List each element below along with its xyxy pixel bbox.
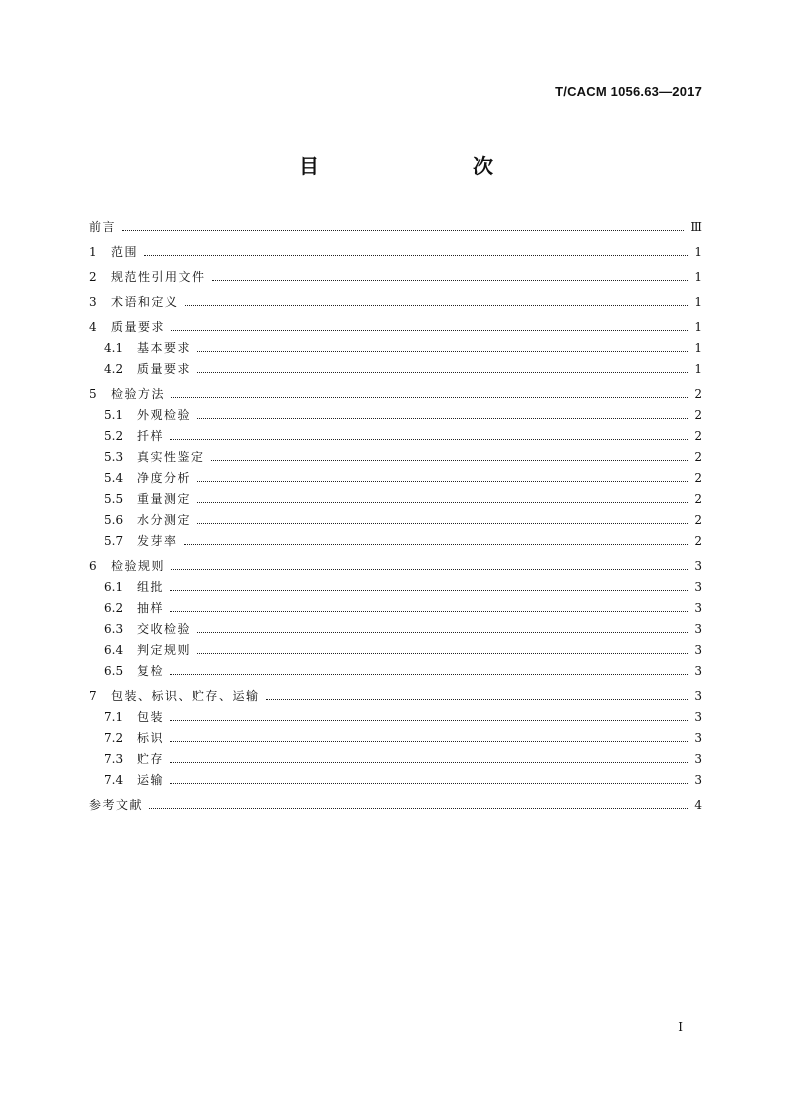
- toc-entry-number: 7: [89, 689, 97, 703]
- toc-entry-page: 2: [694, 534, 702, 548]
- toc-entry-label: 水分测定: [137, 513, 192, 527]
- toc-entry-number: 4.2: [104, 362, 124, 376]
- toc-leader-dots: [170, 720, 688, 721]
- toc-entry-s6[interactable]: [89, 552, 702, 573]
- toc-entry-number: 5.6: [104, 513, 124, 527]
- toc-entry-label: 组批: [137, 580, 165, 594]
- toc-leader-dots: [171, 397, 688, 398]
- toc-entry-label: 术语和定义: [111, 295, 179, 309]
- toc-entry-page: 3: [694, 601, 702, 615]
- toc-entry-page: 3: [694, 664, 702, 678]
- toc-entry-label: 复检: [137, 664, 165, 678]
- toc-entry-page: 1: [694, 295, 702, 309]
- toc-entry-page: 1: [694, 341, 702, 355]
- toc-entry-label: 参考文献: [89, 798, 144, 812]
- toc-entry-s5-3[interactable]: [89, 443, 702, 464]
- standard-code: T/CACM 1056.63—2017: [555, 84, 702, 99]
- toc-leader-dots: [170, 674, 688, 675]
- toc-entry-s7-1[interactable]: [89, 703, 702, 724]
- toc-entry-number: 5.2: [104, 429, 124, 443]
- table-of-contents: [89, 216, 702, 812]
- toc-leader-dots: [170, 762, 688, 763]
- toc-entry-label: 标识: [137, 731, 165, 745]
- toc-entry-page: 1: [694, 362, 702, 376]
- toc-entry-page: 3: [694, 559, 702, 573]
- toc-entry-label: 包装: [137, 710, 165, 724]
- toc-leader-dots: [212, 280, 689, 281]
- toc-entry-page: 2: [694, 429, 702, 443]
- toc-entry-label: 重量测定: [137, 492, 192, 506]
- toc-entry-s5-6[interactable]: [89, 506, 702, 527]
- toc-entry-page: 2: [694, 471, 702, 485]
- toc-entry-label: 基本要求: [137, 341, 192, 355]
- toc-entry-page: 2: [694, 513, 702, 527]
- toc-entry-s7-4[interactable]: [89, 766, 702, 787]
- toc-leader-dots: [197, 418, 688, 419]
- toc-entry-s6-3[interactable]: [89, 615, 702, 636]
- toc-entry-s7-3[interactable]: [89, 745, 702, 766]
- toc-entry-label: 贮存: [137, 752, 165, 766]
- toc-leader-dots: [185, 305, 689, 306]
- toc-leader-dots: [197, 481, 688, 482]
- toc-entry-s3[interactable]: [89, 288, 702, 309]
- toc-entry-page: Ⅲ: [690, 220, 702, 234]
- toc-entry-s6-2[interactable]: [89, 594, 702, 615]
- toc-entry-s4-2[interactable]: [89, 355, 702, 376]
- toc-entry-label: 规范性引用文件: [111, 270, 206, 284]
- page-number: Ⅰ: [678, 1020, 683, 1034]
- toc-entry-label: 包装、标识、贮存、运输: [111, 689, 260, 703]
- toc-entry-number: 1: [89, 245, 97, 259]
- toc-entry-page: 3: [694, 773, 702, 787]
- toc-entry-page: 4: [694, 798, 702, 812]
- toc-entry-label: 净度分析: [137, 471, 192, 485]
- toc-leader-dots: [149, 808, 688, 809]
- toc-entry-label: 质量要求: [137, 362, 192, 376]
- toc-entry-s6-4[interactable]: [89, 636, 702, 657]
- toc-entry-s4[interactable]: [89, 313, 702, 334]
- toc-entry-s5[interactable]: [89, 380, 702, 401]
- toc-entry-label: 运输: [137, 773, 165, 787]
- toc-leader-dots: [184, 544, 689, 545]
- toc-entry-label: 扦样: [137, 429, 165, 443]
- toc-entry-number: 6.2: [104, 601, 124, 615]
- toc-entry-s1[interactable]: [89, 238, 702, 259]
- toc-entry-label: 真实性鉴定: [137, 450, 205, 464]
- toc-entry-page: 1: [694, 270, 702, 284]
- toc-entry-page: 3: [694, 643, 702, 657]
- toc-entry-label: 发芽率: [137, 534, 178, 548]
- toc-entry-number: 5.3: [104, 450, 124, 464]
- toc-entry-number: 7.2: [104, 731, 124, 745]
- toc-entry-page: 3: [694, 622, 702, 636]
- toc-entry-label: 检验方法: [111, 387, 166, 401]
- toc-leader-dots: [197, 372, 688, 373]
- toc-leader-dots: [171, 330, 688, 331]
- toc-entry-number: 6.5: [104, 664, 124, 678]
- toc-entry-number: 7.1: [104, 710, 124, 724]
- toc-entry-s2[interactable]: [89, 263, 702, 284]
- toc-leader-dots: [197, 351, 688, 352]
- toc-entry-number: 5: [89, 387, 97, 401]
- toc-entry-label: 判定规则: [137, 643, 192, 657]
- toc-entry-preface[interactable]: [89, 216, 702, 234]
- toc-entry-page: 2: [694, 492, 702, 506]
- toc-leader-dots: [171, 569, 688, 570]
- toc-entry-number: 6.4: [104, 643, 124, 657]
- toc-leader-dots: [170, 783, 688, 784]
- toc-entry-number: 5.5: [104, 492, 124, 506]
- toc-leader-dots: [170, 590, 688, 591]
- toc-leader-dots: [197, 502, 688, 503]
- toc-entry-s4-1[interactable]: [89, 334, 702, 355]
- toc-entry-number: 4: [89, 320, 97, 334]
- toc-entry-page: 1: [694, 245, 702, 259]
- toc-entry-number: 7.3: [104, 752, 124, 766]
- toc-entry-number: 5.4: [104, 471, 124, 485]
- toc-entry-label: 范围: [111, 245, 139, 259]
- toc-entry-page: 3: [694, 580, 702, 594]
- toc-entry-number: 6: [89, 559, 97, 573]
- toc-entry-references[interactable]: [89, 791, 702, 812]
- toc-entry-s5-5[interactable]: [89, 485, 702, 506]
- toc-entry-page: 2: [694, 408, 702, 422]
- toc-leader-dots: [197, 653, 688, 654]
- toc-leader-dots: [144, 255, 688, 256]
- toc-entry-label: 抽样: [137, 601, 165, 615]
- toc-entry-s5-1[interactable]: [89, 401, 702, 422]
- toc-entry-number: 5.1: [104, 408, 124, 422]
- toc-leader-dots: [170, 611, 688, 612]
- toc-entry-number: 5.7: [104, 534, 124, 548]
- toc-entry-s7[interactable]: [89, 682, 702, 703]
- toc-entry-s5-2[interactable]: [89, 422, 702, 443]
- toc-entry-s5-7[interactable]: [89, 527, 702, 548]
- toc-entry-page: 3: [694, 752, 702, 766]
- toc-entry-number: 4.1: [104, 341, 124, 355]
- toc-entry-number: 6.3: [104, 622, 124, 636]
- toc-entry-s5-4[interactable]: [89, 464, 702, 485]
- toc-leader-dots: [211, 460, 689, 461]
- toc-entry-number: 7.4: [104, 773, 124, 787]
- toc-entry-label: 外观检验: [137, 408, 192, 422]
- toc-entry-number: 6.1: [104, 580, 124, 594]
- toc-entry-s7-2[interactable]: [89, 724, 702, 745]
- toc-entry-page: 2: [694, 450, 702, 464]
- toc-leader-dots: [170, 741, 688, 742]
- toc-entry-number: 3: [89, 295, 97, 309]
- toc-leader-dots: [122, 230, 684, 231]
- toc-leader-dots: [197, 632, 688, 633]
- toc-entry-page: 3: [694, 731, 702, 745]
- toc-entry-s6-1[interactable]: [89, 573, 702, 594]
- toc-entry-label: 检验规则: [111, 559, 166, 573]
- toc-entry-number: 2: [89, 270, 97, 284]
- toc-leader-dots: [266, 699, 689, 700]
- toc-entry-page: 3: [694, 710, 702, 724]
- toc-entry-label: 质量要求: [111, 320, 166, 334]
- toc-entry-label: 交收检验: [137, 622, 192, 636]
- toc-entry-label: 前言: [89, 220, 117, 234]
- toc-leader-dots: [197, 523, 688, 524]
- toc-entry-page: 2: [694, 387, 702, 401]
- toc-leader-dots: [170, 439, 688, 440]
- toc-entry-page: 3: [694, 689, 702, 703]
- toc-entry-page: 1: [694, 320, 702, 334]
- toc-title: 目 次: [299, 154, 531, 178]
- toc-entry-s6-5[interactable]: [89, 657, 702, 678]
